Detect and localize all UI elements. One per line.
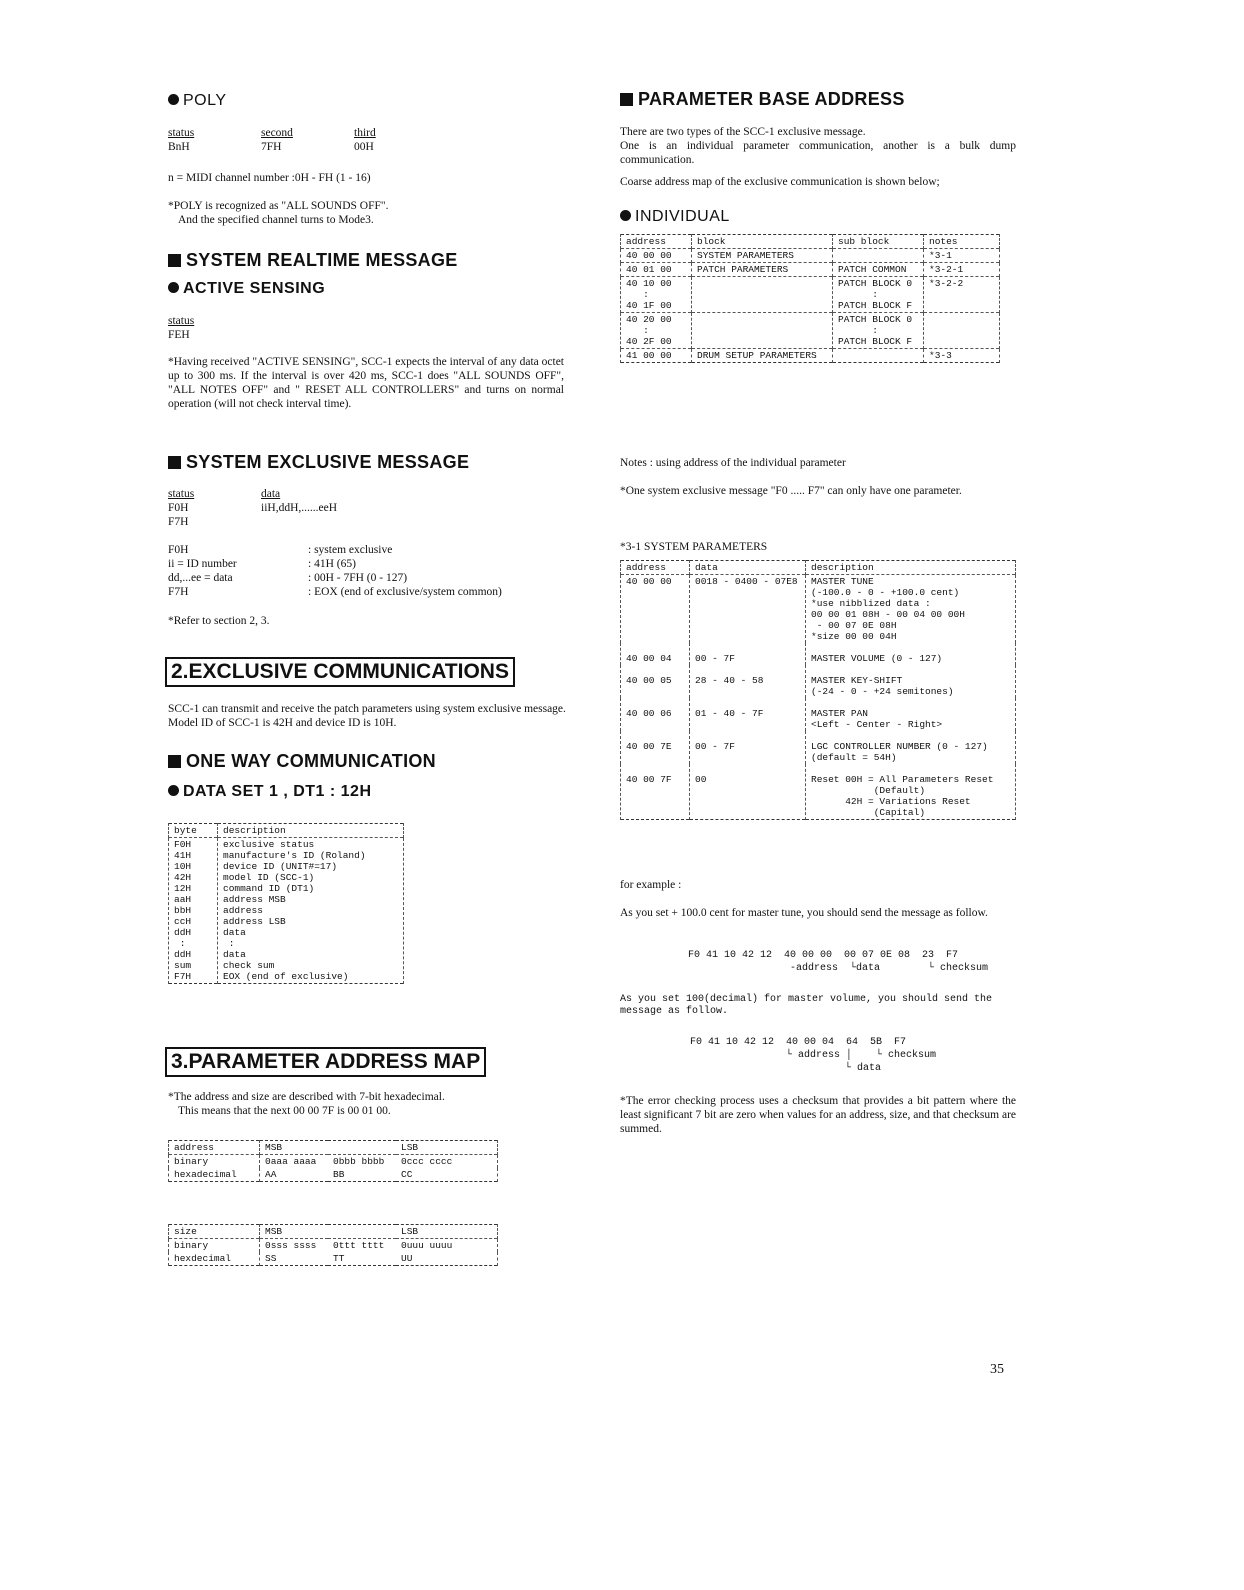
poly-channel-note: n = MIDI channel number :0H - FH (1 - 16) bbox=[168, 172, 371, 184]
square-bullet-icon bbox=[168, 254, 181, 267]
table-row: 40 00 06 01 - 40 - 7F MASTER PAN <Left - Center - Right> bbox=[621, 698, 1016, 731]
poly-heading: POLY bbox=[168, 92, 227, 110]
example2-data-annotation: └ data bbox=[845, 1063, 882, 1074]
example1-text: As you set + 100.0 cent for master tune, you should send the message as follow. bbox=[620, 907, 988, 919]
example2-code: F0 41 10 42 12 40 00 04 64 5B F7 bbox=[690, 1037, 907, 1048]
individual-heading: INDIVIDUAL bbox=[620, 208, 730, 226]
address-format-table: address MSB LSB binary 0aaa aaaa 0bbb bbbb 0ccc cccc hexadecimal AA BB CC bbox=[168, 1140, 498, 1182]
exclusive-body: SCC-1 can transmit and receive the patch parameters using system exclusive message. Model ID of SCC-1 is 42H and device ID is 10H. bbox=[168, 703, 566, 729]
sysex-refer: *Refer to section 2, 3. bbox=[168, 615, 270, 627]
table-row: 40 00 00 0018 - 0400 - 07E8 MASTER TUNE (-100.0 - 0 - +100.0 cent) *use nibblized data : 00 00 01 08H - 00 04 00 00H - 00 07 0E 08H *size 00 00 04H bbox=[621, 575, 1016, 644]
bullet-icon bbox=[168, 785, 179, 796]
example-label: for example : bbox=[620, 879, 682, 891]
individual-address-table: address block sub block notes 40 00 00 SYSTEM PARAMETERS *3-1 40 01 00 PATCH PARAMETERS PATCH COMMON *3-2-1 40 10 00 : 40 1F 00 PATCH BLOCK 0 : PATCH BLOCK F *3-2-2 40 20 00 : 40 2F 00 PATCH BLOCK 0 : PATCH BLOCK F 41 00 00 DRUM SETUP PARAMETERS *3-3 bbox=[620, 234, 1000, 363]
table-row: 40 00 04 00 - 7F MASTER VOLUME (0 - 127) bbox=[621, 643, 1016, 665]
sysex-definitions: F0H : system exclusive ii = ID number : 41H (65) dd,...ee = data : 00H - 7FH (0 - 127) F7H : EOX (end of exclusive/system common) bbox=[168, 544, 502, 598]
dataset-heading: DATA SET 1 , DT1 : 12H bbox=[168, 783, 372, 801]
table-row: 40 00 00 SYSTEM PARAMETERS *3-1 bbox=[621, 249, 1000, 263]
realtime-heading: SYSTEM REALTIME MESSAGE bbox=[168, 250, 458, 271]
example2-text: As you set 100(decimal) for master volume, you should send the message as follow. bbox=[620, 994, 993, 1017]
bullet-icon bbox=[168, 94, 179, 105]
active-sensing-status: status FEH bbox=[168, 315, 195, 341]
table-row: 40 20 00 : 40 2F 00 PATCH BLOCK 0 : PATCH BLOCK F bbox=[621, 313, 1000, 349]
square-bullet-icon bbox=[620, 93, 633, 106]
active-sensing-heading: ACTIVE SENSING bbox=[168, 280, 325, 298]
table-row: 41 00 00 DRUM SETUP PARAMETERS *3-3 bbox=[621, 349, 1000, 363]
dt1-byte-table: byte description F0H 41H 10H 42H 12H aaH bbH ccH ddH : ddH sum F7H exclusive status manufacture's ID (Roland) device ID (UNIT#=17) model ID (SCC-1) command ID (DT1) address MSB address address LSB data : data check sum EOX (end of exclusive) bbox=[168, 823, 404, 984]
active-sensing-body: *Having received "ACTIVE SENSING", SCC-1 expects the interval of any data octet up to 300 ms. If the interval is over 420 ms, SCC-1 does "ALL SOUNDS OFF", "ALL NOTES OFF" and " RESET ALL CONTROLLERS" and turns on normal operation (will not check interval time). bbox=[168, 356, 564, 410]
bullet-icon bbox=[168, 282, 179, 293]
base-address-heading: PARAMETER BASE ADDRESS bbox=[620, 89, 905, 110]
individual-notes: Notes : using address of the individual parameter *One system exclusive message "F0 ..... F7" can only have one parameter. bbox=[620, 457, 962, 497]
address-map-body: *The address and size are described with 7-bit hexadecimal. This means that the next 00 00 7F is 00 01 00. bbox=[168, 1091, 445, 1117]
base-address-body: There are two types of the SCC-1 exclusive message. One is an individual parameter communication, another is a bulk dump communication. Coarse address map of the exclusive communication is shown below; bbox=[620, 126, 1016, 188]
square-bullet-icon bbox=[168, 456, 181, 469]
table-row: 40 00 7F 00 Reset 00H = All Parameters Reset (Default) 42H = Variations Reset (Capital) bbox=[621, 764, 1016, 820]
poly-note: *POLY is recognized as "ALL SOUNDS OFF". And the specified channel turns to Mode3. bbox=[168, 200, 389, 226]
sysex-heading: SYSTEM EXCLUSIVE MESSAGE bbox=[168, 452, 469, 473]
system-parameters-table: address data description 40 00 00 0018 - 0400 - 07E8 MASTER TUNE (-100.0 - 0 - +100.0 cent) *use nibblized data : 00 00 01 08H - 00 04 00 00H - 00 07 0E 08H *size 00 00 04H 40 00 04 00 - 7F MASTER VOLUME (0 - 127) 40 00 05 28 - 40 - 58 MASTER KEY-SHIFT (-24 - 0 - +24 semitones) 40 00 06 01 - 40 - 7F MASTER PAN <Left - Center - Right> 40 00 7E 00 - 7F LGC CONTROLLER NUMBER (0 - 127) (default = 54H) 40 00 7F 00 Reset 00H = All Parameters Reset (Default) 42H = Variations Reset (Capital) bbox=[620, 560, 1016, 820]
example1-code: F0 41 10 42 12 40 00 00 00 07 0E 08 23 F7 bbox=[688, 950, 959, 961]
page-number: 35 bbox=[990, 1362, 1004, 1377]
example1-annotation: -address └data └ checksum bbox=[790, 963, 989, 974]
address-map-heading: 3.PARAMETER ADDRESS MAP bbox=[165, 1047, 486, 1077]
example2-annotation: └ address │ └ checksum bbox=[786, 1050, 937, 1061]
exclusive-communications-heading: 2.EXCLUSIVE COMMUNICATIONS bbox=[165, 657, 515, 687]
checksum-footnote: *The error checking process uses a checksum that provides a bit pattern where the least significant 7 bit are zero when values for an address, size, and that checksum are summed. bbox=[620, 1095, 1016, 1135]
system-parameters-title: *3-1 SYSTEM PARAMETERS bbox=[620, 541, 768, 553]
poly-status-table: status second third BnH 7FH 00H bbox=[168, 127, 376, 153]
square-bullet-icon bbox=[168, 755, 181, 768]
one-way-heading: ONE WAY COMMUNICATION bbox=[168, 751, 436, 772]
size-format-table: size MSB LSB binary 0sss ssss 0ttt tttt 0uuu uuuu hexdecimal SS TT UU bbox=[168, 1224, 498, 1266]
bullet-icon bbox=[620, 210, 631, 221]
table-row: 40 00 7E 00 - 7F LGC CONTROLLER NUMBER (0 - 127) (default = 54H) bbox=[621, 731, 1016, 764]
sysex-status-table: status data F0H iiH,ddH,......eeH F7H bbox=[168, 488, 338, 528]
table-row: 40 10 00 : 40 1F 00 PATCH BLOCK 0 : PATCH BLOCK F *3-2-2 bbox=[621, 277, 1000, 313]
table-row: 40 00 05 28 - 40 - 58 MASTER KEY-SHIFT (-24 - 0 - +24 semitones) bbox=[621, 665, 1016, 698]
table-row: 40 01 00 PATCH PARAMETERS PATCH COMMON *3-2-1 bbox=[621, 263, 1000, 277]
